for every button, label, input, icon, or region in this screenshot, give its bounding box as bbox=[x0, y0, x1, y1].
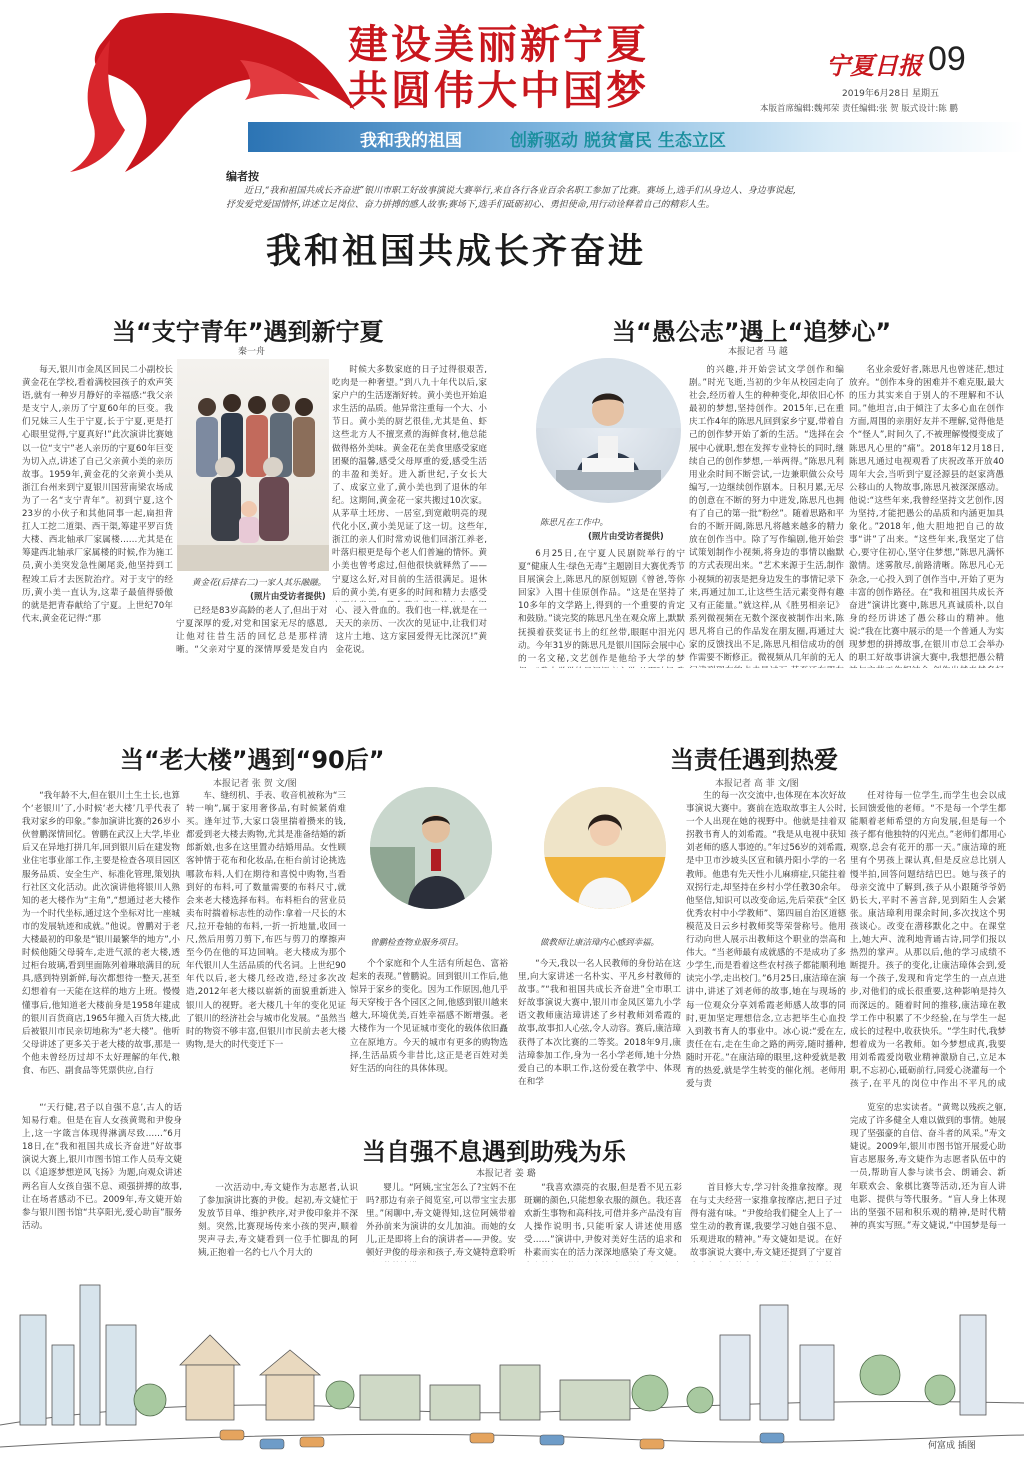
article4-byline: 本报记者 高 菲 文/图 bbox=[715, 779, 799, 789]
issue-date: 2019年6月28日 星期五 bbox=[842, 89, 939, 99]
article5-col3-text: 婴儿。“阿姨,宝宝怎么了?宝妈不在吗?那边有亲子阅览室,可以带宝宝去那里。”闲聊中,寿文婕得知,这位阿姨带着外孙前来为演讲的女儿加油。而她的女儿,正是即将上台的演讲者——尹俊。安顿好尹俊的母亲和孩子,寿文婕特意聆听 bbox=[366, 1183, 516, 1259]
article3-title: 当“老大楼”遇到“90后” bbox=[120, 746, 385, 774]
article5-col4-text: “我喜欢漂亮的衣服,但是看不见五彩斑斓的颜色,只能想象衣服的颜色。我还喜欢新生事物和高科技,可借并多产品没有盲人操作说明书,只能听家人讲述使用感受……”演讲中,尹俊对美好生活的追求和朴素而实在的活力深深地感染了寿文婕。 bbox=[524, 1183, 682, 1259]
article2-photo-credit: (照片由受访者提供) bbox=[588, 532, 664, 542]
article1-col2-text: 时候大多数家庭的日子过得很艰苦,吃肉是一种奢望。”到八九十年代以后,家家户户的生活逐渐好转。黄小美也开始追求生活的品质。他异常注重每一个大、小节日。黄小美的厨艺很佳,尤其是鱼、虾这些北方人不擅烹煮的海鲜食材,他总能做得格外美味。黄金花在美食里感受家庭团聚的温馨,感受父母厚重的爱,感受生活的丰盈和美好。进入新世纪,子女长大了、成家立业了,黄小美也到了退休的年纪。这期间,黄金花一家共搬过10次家。从茅草土坯房、一居室,到宽敞明亮的现代化小区,黄小美见证了这一切。这些年,浙江的亲人们时常劝说他们回浙江养老,叶落归根更是每个老人们普遍的情怀。黄小美也曾考虑过,但他很快就释然了——宁夏这么好,对目前的生活很满足。退休后的黄小美,有更多的时间和精力去感受 bbox=[332, 365, 487, 598]
article1-col1 bbox=[22, 364, 173, 664]
article4-col2 bbox=[686, 790, 846, 1088]
family-photo-illustration bbox=[177, 359, 329, 571]
article5-col6 bbox=[850, 1102, 1006, 1230]
article1-photo-credit: (照片由受访者提供) bbox=[250, 592, 326, 602]
article3-photo-caption: 曾鹏检查物业服务项目。 bbox=[370, 938, 464, 948]
article1-col1-text: 每天,银川市金凤区回民二小副校长黄金花在学校,看着满校园孩子的欢声笑语,就有一种岁月静好的幸福感:“我父亲是支宁人,亲历了宁夏60年的巨变。我们兄妹三人生于宁夏,长于宁夏,更是打心眼里觉得,宁夏真好!”此次演讲比赛她以一位“支宁”老人亲历的宁夏60年巨变为切入点,讲述了自己父亲黄小美的亲历故事。1959年,黄金花的父亲黄小美从浙江台州来到宁夏银川国营南梁农场成为了一名“支宁青年”。初到宁夏,这个23岁的小伙子和其他同事一起,扁担背扛人工挖二道渠、西干渠,筹建平罗百货大楼、西北轴承厂家属楼……尤其是在筹建西北轴承厂家属楼的时候,作为施工员,黄小美突发急性阑尾炎,他坚持到工程竣工后才去医院治疗。对于支宁的经历,黄小美一直认为,这辈子最值得骄傲的就是把青春献给了宁夏。上世纪70年代末,黄金花记得:“那 bbox=[22, 365, 173, 624]
article4-col3 bbox=[850, 790, 1006, 1088]
article3-col3 bbox=[350, 958, 508, 1088]
article1-byline: 秦一舟 bbox=[238, 347, 266, 357]
main-title: 我和祖国共成长齐奋进 bbox=[266, 232, 647, 272]
theme-label: 我和我的祖国 bbox=[360, 131, 462, 151]
article1-family-photo bbox=[177, 359, 329, 571]
article4-col3-text: 任对待每一位学生,而学生也会以成长回馈爱他的老师。“不是每一个学生都能顺着老师希望的方向发展,但是每一个孩子都有他独特的闪光点。”老师们都用心观察,总会有花开的那一天。”康洁璋的班里有个男孩上课认真,但是反应总比别人慢半拍,回答问题结结巴巴。她与孩子的母亲交流中了解到,孩子从小跟随爷爷奶奶长大,平时不善言辞,见到陌生人会紧张。康洁璋利用课余时间,多次找这个男孩谈心。改变在潜移默化之中。在课堂上,她大声、流利地背诵古诗,同学们报以热烈的掌声。从那以后,他的学习成绩不断提升。孩子的变化,让康洁璋体会到,爱每一个孩子,发现和肯定学生的一点点进步,对他们的成长很重要,这种影响是持久而深远的。随着时间的推移,康洁璋在教学工作中积累了不少经验,在与学生一起成长的过程中,收获快乐。“学生时代,我梦想着成为一名教师。如今梦想成真,我要用刘希霞爱岗敬业精神激励自己,立足本职,不忘初心,砥砺前行,同爱心浇灌每一个孩子,在平凡的岗位中作出不平凡的成 bbox=[850, 791, 1006, 1088]
article2-title: 当“愚公志”遇上“追梦心” bbox=[612, 318, 892, 346]
article2-portrait-photo bbox=[536, 358, 681, 503]
article5-col5-text: 首目修大专,学习针灸推拿按摩。现在与丈夫经营一家推拿按摩店,把日子过得有滋有味。“尹俊给我们健全人上了一堂生动的教育课,我要学习她自强不息、乐观进取的精神。”寿文婕如是说。在好故事演说大赛中,寿文婕还提到了宁夏首 bbox=[690, 1183, 842, 1259]
article4-title: 当责任遇到热爱 bbox=[670, 746, 838, 774]
illustration-credit: 何富成 插图 bbox=[928, 1441, 976, 1451]
article2-col1-text: 6月25日,在宁夏人民剧院举行的宁夏“健康人生·绿色无毒”主题剧目大赛优秀节目展演会上,陈思凡的原创短剧《曾爸,等你回家》入围十佳原创作品。“这是在坚持了10多年的文学路上,得到的一个重要的肯定和鼓励。”谈完奖的陈思凡坐在观众席上,默默抚摸着获奖证书上的红丝带,眼眶中泪光闪动。今年31岁的陈思凡是银川国际会展中心的一名文秘,文艺创作是他给予大学的梦 bbox=[518, 549, 685, 664]
city-sketch-illustration bbox=[0, 1225, 1024, 1472]
article1-col3 bbox=[176, 605, 487, 667]
portrait-illustration bbox=[536, 358, 681, 503]
portrait-illustration bbox=[370, 787, 492, 909]
editor-note-text: 近日,“我和祖国共成长齐奋进”银川市职工好故事演说大赛举行,来自各行各业百余名职工参加了比赛。赛场上,选手们从身边人、身边事说起,抒发爱党爱国情怀,讲述立足岗位、奋力拼搏的感人故事;赛场下,选手们砥砺初心、勇担使命,用行动诠释着自己的精彩人生。 bbox=[226, 186, 796, 210]
editor-note-label: 编者按 bbox=[226, 170, 259, 183]
article5-col1-text: “‘天行健,君子以自强不息’,古人的话知易行难。但是在盲人女孩黄鸳和尹俊身上,这一字箴言体现得淋漓尽致……”6月18日,在“我和祖国共成长齐奋进”好故事演说大赛上,银川市图书馆工作人员寿文婕以《追逐梦想逆风飞扬》为题,向观众讲述两名盲人女孩自强不息、顽强拼搏的故事,让在场者感动不已。2009年,寿文婕开始参与银川图书馆“共享阳光,爱心助盲”服务活动。 bbox=[22, 1103, 182, 1230]
headline-banner bbox=[348, 22, 728, 114]
article2-col1 bbox=[518, 548, 685, 668]
article5-byline: 本报记者 姜 璐 bbox=[476, 1169, 536, 1179]
article5-title: 当自强不息遇到助残为乐 bbox=[362, 1138, 626, 1166]
portrait-illustration bbox=[544, 787, 666, 909]
article4-photo-caption: 做教师让康洁璋内心感到幸福。 bbox=[540, 938, 660, 948]
article4-portrait-photo bbox=[544, 787, 666, 909]
editor-credits: 本版首席编辑:魏邦荣 责任编辑:张 贺 版式设计:陈 鹏 bbox=[760, 104, 958, 114]
article3-col2 bbox=[186, 790, 346, 1088]
article5-col2-text: 一次活动中,寿文婕作为志愿者,认识了参加演讲比赛的尹俊。起初,寿文婕忙于发放节目单、维护秩序,对尹俊印象并不深刻。突然,比赛现场传来小孩的哭声,顺着哭声寻去,寿文婕看到一位手忙脚乱的阿姨,正抱着一名约七八个月大的 bbox=[198, 1183, 358, 1259]
headline-line-2: 共圆伟大中国梦 bbox=[348, 67, 649, 114]
article5-col6-text: 览室的忠实读者。“黄鸳以残疾之躯,完成了许多健全人难以做到的事情。她展现了坚强豪的自信、奋斗者的风采。”寿文婕说。2009年,银川市图书馆开展爱心助盲志愿服务,寿文婕作为志愿者队伍中的一员,帮助盲人参与读书会、朗诵会、新年联欢会、象棋比赛等活动,还为盲人讲电影、提供与等代服务。“盲人身上体现出的坚强不屈和积乐观的精神,是时代精神的真实写照。”寿文婕说,“中国梦是每一 bbox=[850, 1103, 1006, 1230]
article4-col2-text: 生的每一次交流中,也体现在本次好故事演说大赛中。赛前在选取故事主人公时,一个人出现在她的视野中。他就是挂着双拐教书育人的刘希霞。“我是从电视中获知刘老师的感人事迹的。”年过56岁的刘希霞,是中卫市沙坡头区宣和镇丹阳小学的一名教师。他患有先天性小儿麻痹症,只能拄着双拐行走,却坚持在乡村小学任教30余年。他坚信,知识可以改变命运,先后荣获“全区优秀农村中小学教师”、第四届自治区道德模范及日云乡村教师奖等荣誉称号。他用行动向世人展示出教师这个职业的崇高和伟大。“当老师最有成就感的不是成功了多少学生,而是看着这些农村孩子都能顺利地读完小学,走出校门。”6月25日,康洁璋在演讲中,讲述了刘老师的故事,她在与现场的每一位观众分享刘希霞老师感人故事的同时,更加坚定理想信念,立志把毕生心血投入到教书育人的事业中。冰心说:“爱在左,责任在右,走在生命之路的两旁,随时播种,随时开花。”在康洁璋的眼里,这种爱就是教育的热爱,就是学生转变的催化剂。老师用爱与责 bbox=[686, 791, 846, 1088]
article1-col2-main bbox=[332, 364, 487, 602]
article3-byline: 本报记者 张 贺 文/图 bbox=[213, 779, 297, 789]
article2-photo-caption: 陈思凡在工作中。 bbox=[540, 518, 609, 528]
article1-photo-caption: 黄金花(后排右二)一家人其乐融融。 bbox=[192, 578, 327, 588]
page-number: 09 bbox=[928, 40, 966, 78]
article3-col3-text: 个个家庭和个人生活有所起色、富裕起来的表现。”曾鹏说。回到银川工作后,他惊异于家乡的变化。因为工作原因,他几乎每天穿梭于各个园区之间,他感到银川越来越大,环境优美,百姓幸福感不断增强。老大楼作为一个见证城市变化的载体依旧矗立在原地方。今天的城市有更多的购物选择,生活品质今非昔比,这正是老百姓对美好生活的向往的具体体现。 bbox=[350, 959, 508, 1074]
article4-col1 bbox=[518, 958, 681, 1088]
article1-col3-text: 已经是83岁高龄的老人了,但出于对宁夏深厚的爱,对党和国家无尽的感恩,让他对往昔生活的回忆总是那样清晰。“父亲对宁夏的深情厚爱是发自内心、浸入骨血的。我们也一样,就是在一天天的亲历、一次次的见证中,让我们对这片土地、这方家园爱得无比深沉!”黄金花说。 bbox=[176, 606, 487, 656]
article5-col1 bbox=[22, 1102, 182, 1230]
article3-col1-text: “我年龄不大,但在银川土生土长,也算个‘老银川’了,小时候‘老大楼’几乎代表了我对家乡的印象。”参加演讲比赛的26岁小伙曾鹏深情回忆。曾鹏在武汉上大学,毕业后又在异地打拼几年,回到银川后在建发物业住宅事业部工作,主要是检查各项目园区服务品质、安全生产、标准化管理,策划执行社区文化活动。此次演讲他将银川人熟知的老大楼作为“主角”,“想通过老大楼作为一个时代坐标,通过这个坐标对比一座城市的发展轨迹和成就。”他说。曾鹏对于老大楼最初的印象是“银川最繁华的地方”,小时候他随父母骑车,走进气派的老大楼,透过柜台玻璃,看到里面陈列着琳琅满目的玩具,感到特别新鲜,每次都想待一整天,甚至幻想着有一天能在这样的地方上班。慢慢懂事后,他知道老大楼前身是1958年建成的银川百货商店,1965年搬入百货大楼,此后被银川市民亲切地称为“老大楼”。他听父母讲述了更多关于老大楼的故事,那是一个他未曾经历过却不太好理解的年代,粮食、布匹、副食品等凭票供应,自行 bbox=[22, 791, 180, 1076]
paper-nameplate: 宁夏日报 bbox=[826, 51, 922, 80]
article1-title: 当“支宁青年”遇到新宁夏 bbox=[112, 318, 384, 346]
article3-col1 bbox=[22, 790, 180, 1088]
article2-col2-text: 的兴趣,并开始尝试文学创作和编剧。”时光飞逝,当初的少年从校园走向了社会,经历着人生的种种变化,却依旧心怀最初的梦想,坚持创作。2015年,已在重庆工作4年的陈思凡回到家乡宁夏,带着自己的创作梦开始了新的生活。“选择在会展中心就职,想在发挥专业特长的同时,继续自己的创作梦想,一举两得。”陈思凡利用业余时间不断尝试,一边兼职做公众号编写,一边继续创作剧本。日积月累,无尽的创意在不断的努力中迸发,陈思凡也拥有了自己的第一批“粉丝”。随着思路和平台的不断开阔,陈思凡将越来越多的精力放在创作当中。除了写作编剧,他开始尝试策划制作小视频,将身边的事情以幽默的方式表现出来。“艺术来源于生活,制作小视频的初衷是把身边发生的事情记录下来,再通过加工,让这些生活元素变得有趣又有正能量。”就这样,从《胜男相亲记》系列微视频在无数个深夜被制作出来,陈思凡将自己的作品发在朋友圈,再通过大家的反馈找出不足,陈思凡相信成功的创作需要不断修正。微视频从几年前的无人 bbox=[689, 365, 844, 664]
article3-portrait-photo bbox=[370, 787, 492, 909]
headline-line-1: 建设美丽新宁夏 bbox=[348, 21, 649, 68]
article4-col1-text: “今天,我以一名人民教师的身份站在这里,向大家讲述一名朴实、平凡乡村教师的故事。”“我和祖国共成长齐奋进”全市职工好故事演说大赛中,银川市金凤区第九小学语文教师康洁璋讲述了乡村教师刘希霞的故事,故事扣人心弦,令人动容。赛后,康洁璋获得了本次比赛的二等奖。2018年9月,康洁璋参加工作,身为一名小学老师,她十分热爱自己的本职工作,这份爱在教学中、体现在和学 bbox=[518, 959, 681, 1087]
article2-col3-text: 名业余爱好者,陈思凡也曾迷茫,想过放弃。“创作本身的困难并不难克服,最大的压力其实来自于别人的不理解和不认同。”他坦言,由于倾注了太多心血在创作方面,周围的亲朋好友并不理解,觉得他是个“怪人”,时间久了,不被理解慢慢变成了陈思凡心里的“痛”。2018年12月18日,陈思凡通过电视观看了庆祝改革开放40周年大会,当听到宁夏泾源县的赵家湾愚公移山的人物故事,陈思凡被深深感动。他说:“这些年来,我曾经坚持文艺创作,因为坚持,才能把愚公的品质和内涵更加具象化。”2018年,他大胆地把自己的故事“讲”了出来。“这些年来,我坚定了信心,要守住初心,坚守住梦想,”陈思凡满怀激情。迷雾散尽,前路清晰。陈思凡心无杂念,一心投入到了创作当中,开始了更为丰富的创作路径。在“我和祖国共成长齐奋进”演讲比赛中,陈思凡真诚质朴,以自身的经历讲述了愚公移山的精神。他说:“我在比赛中展示的是一个普通人为实现梦想的拼搏故事,在银川市总工会举办的职工好故事讲演大赛中,我想把愚公精 bbox=[849, 365, 1004, 664]
article2-col3 bbox=[849, 364, 1004, 668]
article2-byline: 本报记者 马 越 bbox=[728, 347, 788, 357]
theme-slogans: 创新驱动 脱贫富民 生态立区 bbox=[510, 131, 726, 151]
article2-col2 bbox=[689, 364, 844, 668]
article3-col2-text: 车、缝纫机、手表、收音机被称为“三转一响”,属于家用奢侈品,有时候紧俏难买。逢年过节,大家口袋里揣着攒来的钱,都爱到老大楼去购物,尤其是准备结婚的新郎新娘,也多在这里置办结婚用品。女性顾客钟情于花布和化妆品,在柜台前讨论挑选哪款布料,人们在期待和喜悦中购物,当看到好的布料,可了数量需要的布料尺寸,就会来老大楼选择布料。布料柜台的营业员卖布时揣着标志性的动作:拿着一尺长的木尺,拉开卷轴的布料,一折一折地量,收回一尺,然后用剪刀剪下,布匹与剪刀的摩擦声至今仍在他的耳边回响。老大楼成为那个年代银川人生活品质的代名词。上世纪90年代以后,老大楼几经改造,经过多次改造,2012年老大楼以崭新的面貌重新进入银川人的视野。老大楼几十年的变化见证了银川的经济社会与城市化发展。“虽然当时的物资不够丰富,但银川市民前去老大楼购物,是大的时代变迁下一 bbox=[186, 791, 346, 1050]
